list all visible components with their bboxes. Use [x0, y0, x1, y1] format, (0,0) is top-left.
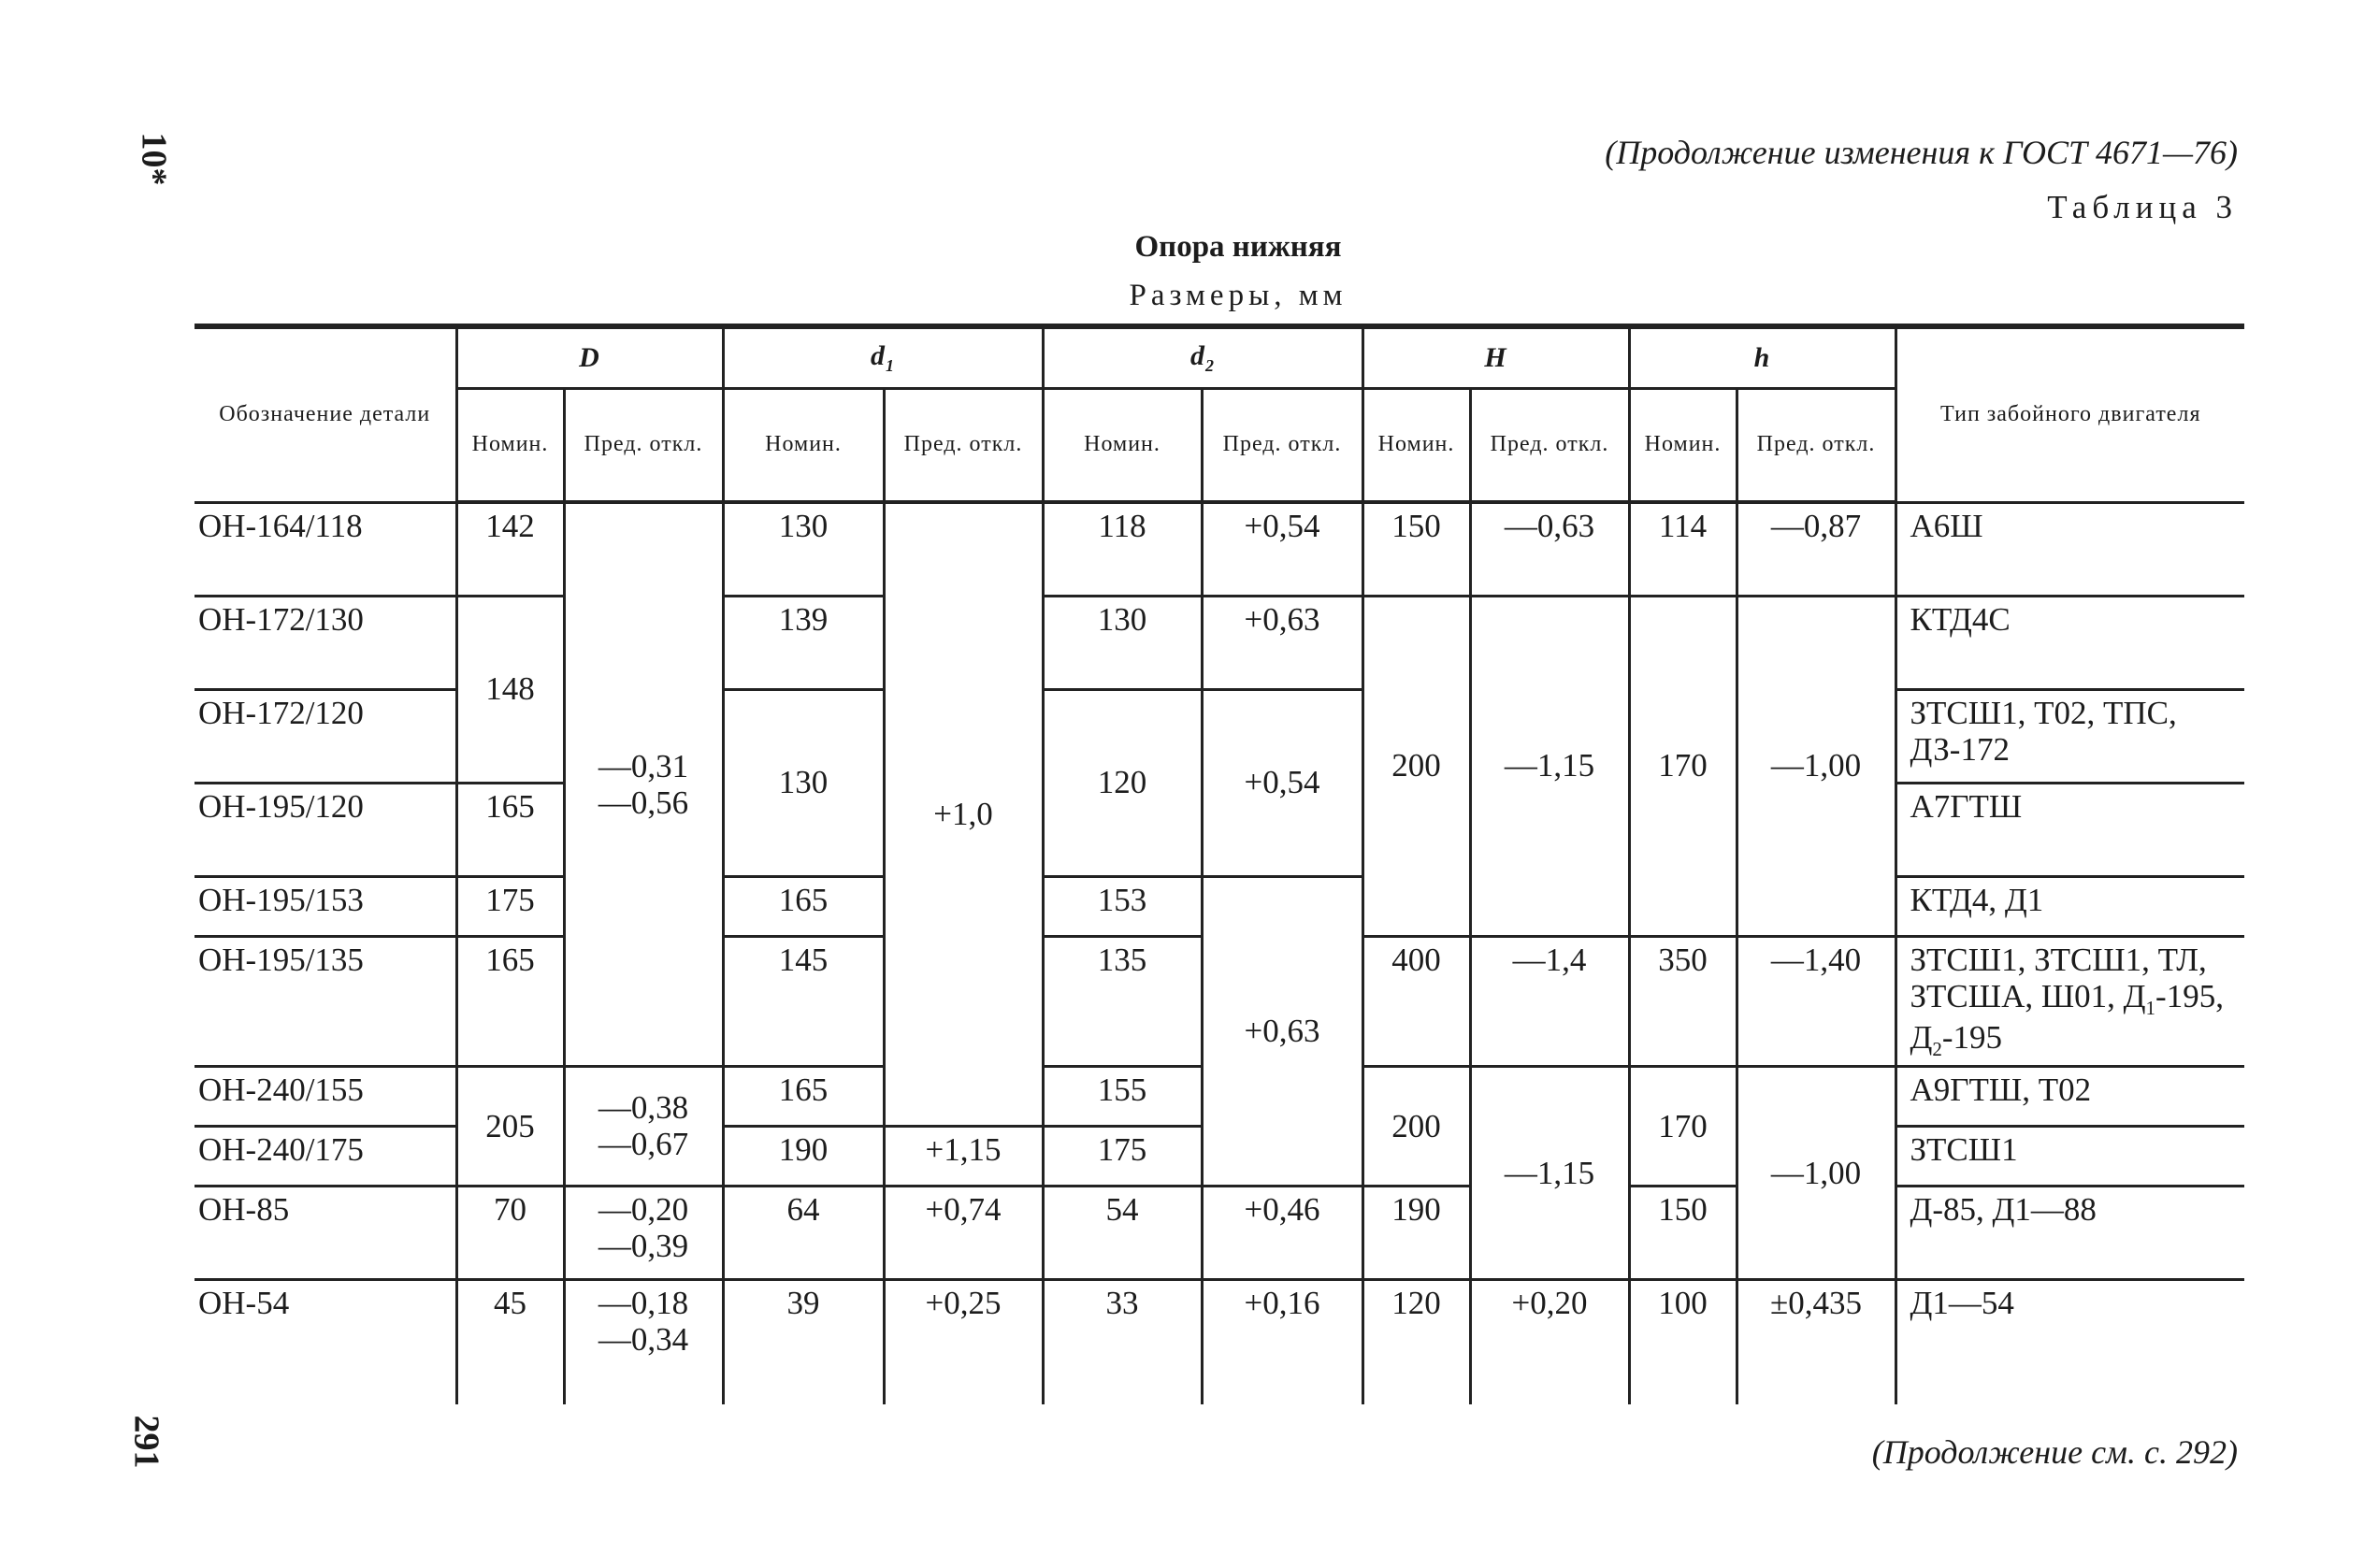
cell-d2-nom: 54 [1043, 1186, 1202, 1279]
cell-D-nom: 148 [456, 596, 564, 783]
cell-h-dev: ±0,435 [1737, 1279, 1896, 1404]
col-dev: Пред. откл. [1202, 389, 1362, 503]
table-number: Таблица 3 [2047, 189, 2238, 225]
col-group-d2-sub: 2 [1205, 356, 1216, 376]
cell-h-nom: 350 [1629, 936, 1737, 1066]
cell-D-dev-line: —0,20 [598, 1190, 689, 1228]
continuation-footer: (Продолжение см. с. 292) [1871, 1433, 2238, 1471]
table-row [195, 502, 2244, 596]
cell-d1-dev: +1,0 [884, 502, 1043, 1126]
cell-part: ОН-54 [198, 1284, 290, 1321]
col-group-d2-base: d [1190, 340, 1206, 372]
cell-h-nom: 170 [1629, 1066, 1737, 1186]
cell-h-nom: 170 [1629, 596, 1737, 936]
cell-H-nom: 400 [1362, 936, 1470, 1066]
cell-H-nom: 190 [1362, 1186, 1470, 1279]
cell-d2-dev: +0,63 [1202, 876, 1362, 1186]
cell-d1-dev: +0,74 [884, 1186, 1043, 1279]
cell-d2-nom: 153 [1043, 876, 1202, 936]
col-nom: Номин. [723, 389, 884, 503]
cell-motor [1896, 936, 2244, 1066]
cell-d1-nom: 165 [723, 876, 884, 936]
cell-motor: ЗТСШ1 [1896, 1126, 2244, 1186]
col-nom: Номин. [1043, 389, 1202, 503]
cell-d1-nom: 39 [723, 1279, 884, 1404]
cell-d2-dev: +0,46 [1202, 1186, 1362, 1279]
col-dev: Пред. откл. [1737, 389, 1896, 503]
col-group-d2 [1043, 326, 1362, 389]
motor-sub: 2 [1932, 1038, 1942, 1061]
col-group-H: H [1362, 326, 1629, 389]
motor-text: ЗТСШ1, ЗТСШ1, ТЛ, ЗТСША, Ш01, Д [1910, 941, 2207, 1014]
cell-d2-dev: +0,63 [1202, 596, 1362, 689]
page-number: 291 [126, 1415, 166, 1469]
cell-D-dev [564, 502, 723, 1066]
cell-D-dev-line: —0,18 [598, 1284, 689, 1321]
col-dev: Пред. откл. [1470, 389, 1629, 503]
cell-d2-dev: +0,54 [1202, 502, 1362, 596]
cell-d2-nom: 155 [1043, 1066, 1202, 1126]
table-header-row-1 [195, 326, 2244, 389]
col-nom: Номин. [1362, 389, 1470, 503]
col-group-d1-sub: 1 [886, 356, 896, 376]
units-line: Размеры, мм [1129, 279, 1348, 312]
table-row [195, 876, 2244, 936]
cell-D-dev-line: —0,67 [598, 1126, 689, 1163]
cell-H-nom: 200 [1362, 596, 1470, 936]
cell-D-dev-line: —0,56 [598, 784, 689, 821]
motor-text: -195 [1941, 1019, 2003, 1057]
cell-d2-dev: +0,16 [1202, 1279, 1362, 1404]
table-row [195, 596, 2244, 689]
col-dev: Пред. откл. [884, 389, 1043, 503]
cell-d2-nom: 135 [1043, 936, 1202, 1066]
cell-D-dev [564, 1066, 723, 1186]
cell-h-dev: —1,00 [1737, 596, 1896, 936]
cell-H-dev: +0,20 [1470, 1279, 1629, 1404]
col-nom: Номин. [456, 389, 564, 503]
cell-part: ОН-172/120 [195, 689, 456, 783]
cell-part: ОН-195/135 [195, 936, 456, 1066]
cell-h-dev: —0,87 [1737, 502, 1896, 596]
cell-D-dev-line: —0,34 [598, 1320, 689, 1358]
cell-motor: Д-85, Д1—88 [1896, 1186, 2244, 1279]
table-row [195, 1186, 2244, 1279]
cell-H-nom: 150 [1362, 502, 1470, 596]
cell-h-dev: —1,00 [1737, 1066, 1896, 1279]
cell-part: ОН-164/118 [195, 502, 456, 596]
cell-d2-nom: 120 [1043, 689, 1202, 876]
cell-d1-nom: 165 [723, 1066, 884, 1126]
col-nom: Номин. [1629, 389, 1737, 503]
col-dev: Пред. откл. [564, 389, 723, 503]
cell-D-dev [564, 1186, 723, 1279]
cell-d1-nom: 139 [723, 596, 884, 689]
cell-d2-dev: +0,54 [1202, 689, 1362, 876]
continuation-header: (Продолжение изменения к ГОСТ 4671—76) [1605, 134, 2238, 171]
table-title: Опора нижняя [1134, 230, 1342, 264]
cell-H-dev: —1,15 [1470, 596, 1629, 936]
col-motor: Тип забойного двигателя [1896, 326, 2244, 502]
col-group-D: D [456, 326, 723, 389]
cell-D-nom: 205 [456, 1066, 564, 1186]
cell-d1-nom: 145 [723, 936, 884, 1066]
cell-part: ОН-240/175 [195, 1126, 456, 1186]
cell-D-dev-line: —0,39 [598, 1227, 689, 1264]
cell-D-nom: 175 [456, 876, 564, 936]
cell-motor: А9ГТШ, Т02 [1896, 1066, 2244, 1126]
cell-d1-nom: 64 [723, 1186, 884, 1279]
col-group-h: h [1629, 326, 1896, 389]
cell-h-nom: 114 [1629, 502, 1737, 596]
cell-d1-nom: 130 [723, 689, 884, 876]
cell-H-nom: 120 [1362, 1279, 1470, 1404]
col-group-d1-base: d [871, 340, 886, 372]
cell-D-nom: 45 [456, 1279, 564, 1404]
cell-D-dev [564, 1279, 723, 1404]
cell-part: ОН-172/130 [195, 596, 456, 689]
cell-D-nom: 70 [456, 1186, 564, 1279]
table-row [195, 1279, 2244, 1404]
cell-D-dev-line: —0,38 [598, 1089, 689, 1127]
cell-part: ОН-240/155 [195, 1066, 456, 1126]
cell-motor: ЗТСШ1, Т02, ТПС, ДЗ-172 [1896, 689, 2244, 783]
cell-d1-nom: 190 [723, 1126, 884, 1186]
cell-d2-nom: 118 [1043, 502, 1202, 596]
cell-h-nom: 150 [1629, 1186, 1737, 1279]
cell-H-dev: —0,63 [1470, 502, 1629, 596]
col-group-d1 [723, 326, 1043, 389]
cell-d2-nom: 33 [1043, 1279, 1202, 1404]
cell-part: ОН-195/120 [195, 783, 456, 876]
cell-motor: Д1—54 [1896, 1279, 2244, 1404]
motor-text: -195, Д [1910, 977, 2224, 1057]
cell-part: ОН-195/153 [195, 876, 456, 936]
col-part: Обозначение детали [195, 326, 456, 502]
cell-D-nom: 165 [456, 936, 564, 1066]
cell-D-nom: 165 [456, 783, 564, 876]
cell-motor: КТД4, Д1 [1896, 876, 2244, 936]
cell-H-nom: 200 [1362, 1066, 1470, 1186]
cell-H-dev: —1,15 [1470, 1066, 1629, 1279]
cell-D-nom: 142 [456, 502, 564, 596]
cell-d2-nom: 175 [1043, 1126, 1202, 1186]
cell-motor: А7ГТШ [1896, 783, 2244, 876]
cell-d1-dev: +0,25 [884, 1279, 1043, 1404]
cell-d1-dev: +1,15 [884, 1126, 1043, 1186]
cell-part: ОН-85 [195, 1186, 456, 1279]
cell-motor: КТД4С [1896, 596, 2244, 689]
dimensions-table [195, 324, 2244, 1404]
motor-sub: 1 [2145, 996, 2156, 1019]
cell-h-nom: 100 [1629, 1279, 1737, 1404]
cell-h-dev: —1,40 [1737, 936, 1896, 1066]
margin-mark: 10* [134, 132, 174, 186]
cell-d1-nom: 130 [723, 502, 884, 596]
cell-D-dev-line: —0,31 [598, 747, 689, 784]
cell-motor: А6Ш [1896, 502, 2244, 596]
cell-H-dev: —1,4 [1470, 936, 1629, 1066]
cell-d2-nom: 130 [1043, 596, 1202, 689]
